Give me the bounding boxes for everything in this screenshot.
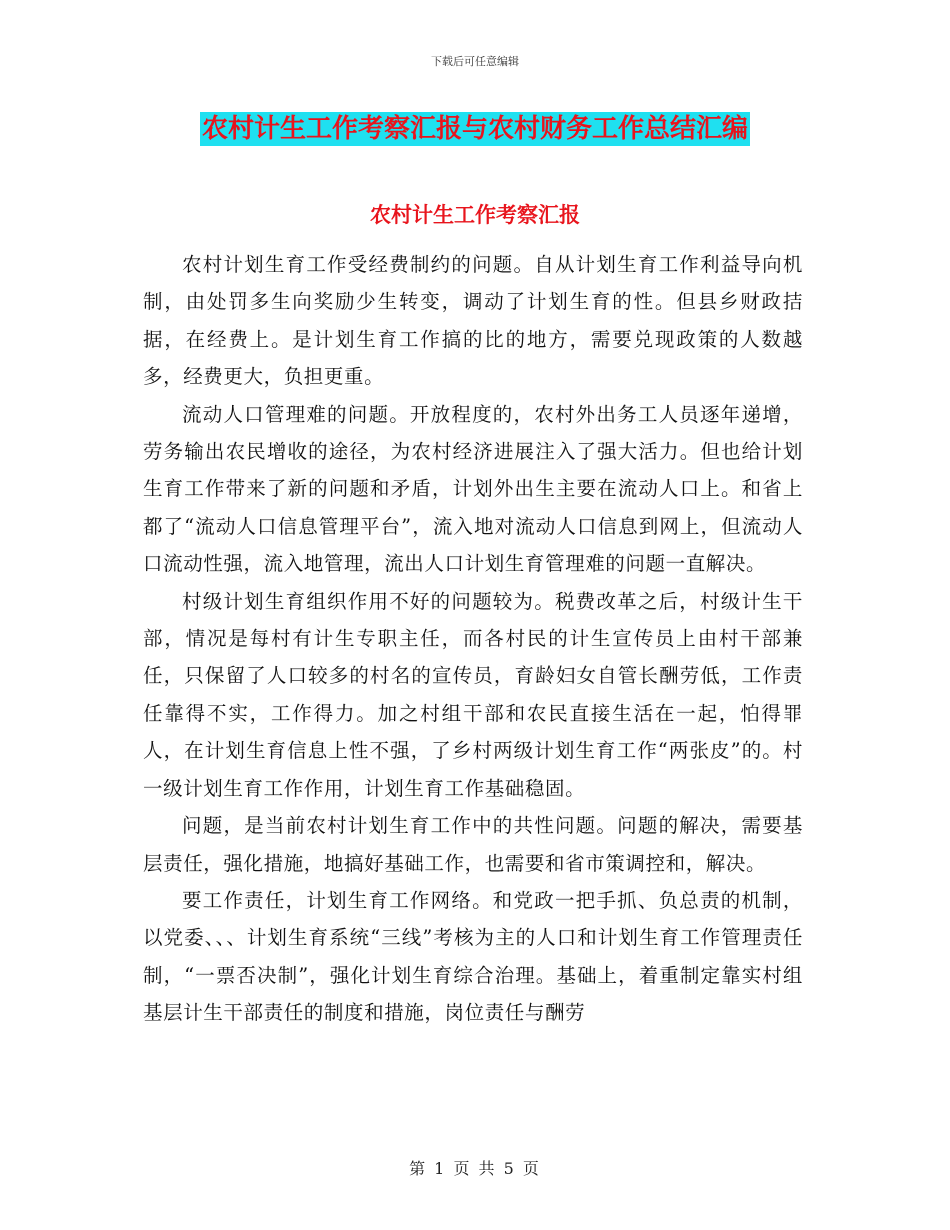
main-title: 农村计生工作考察汇报与农村财务工作总结汇编 [201,114,748,144]
main-title-container [0,112,950,146]
document-body [143,246,803,1032]
paragraph-2: 流动人口管理难的问题。开放程度的，农村外出务工人员逐年递增，劳务输出农民增收的途径，为农村经济进展注入了强大活力。但也给计划生育工作带来了新的问题和矛盾，计划外出生主要在流动人口上。和省上都了“流动人口信息管理平台”，流入地对流动人口信息到网上，但流动人口流动性强，流入地管理，流出人口计划生育管理难的问题一直解决。 [143,402,803,576]
paragraph-5: 要工作责任，计划生育工作网络。和党政一把手抓、负总责的机制，以党委、、、计划生育系统“三线”考核为主的人口和计划生育工作管理责任制，“一票否决制”，强化计划生育综合治理。基础上，着重制定靠实村组基层计生干部责任的制度和措施，岗位责任与酬劳 [143,888,803,1025]
page-number-footer: 第 1 页 共 5 页 [409,1159,541,1178]
paragraph-3: 村级计划生育组织作用不好的问题较为。税费改革之后，村级计生干部，情况是每村有计生专职主任，而各村民的计生宣传员上由村干部兼任，只保留了人口较多的村名的宣传员，育龄妇女自管长酬劳低，工作责任靠得不实，工作得力。加之村组干部和农民直接生活在一起，怕得罪人，在计划生育信息上性不强，了乡村两级计划生育工作“两张皮”的。村一级计划生育工作作用，计划生育工作基础稳固。 [143,589,803,800]
paragraph-4: 问题，是当前农村计划生育工作中的共性问题。问题的解决，需要基层责任，强化措施，地搞好基础工作，也需要和省市策调控和，解决。 [143,814,803,875]
page-header-note: 下载后可任意编辑 [431,55,519,68]
section-title: 农村计生工作考察汇报 [370,202,580,227]
paragraph-1: 农村计划生育工作受经费制约的问题。自从计划生育工作利益导向机制，由处罚多生向奖励少生转变，调动了计划生育的性。但县乡财政拮据，在经费上。是计划生育工作搞的比的地方，需要兑现政策的人数越多，经费更大，负担更重。 [143,253,803,389]
